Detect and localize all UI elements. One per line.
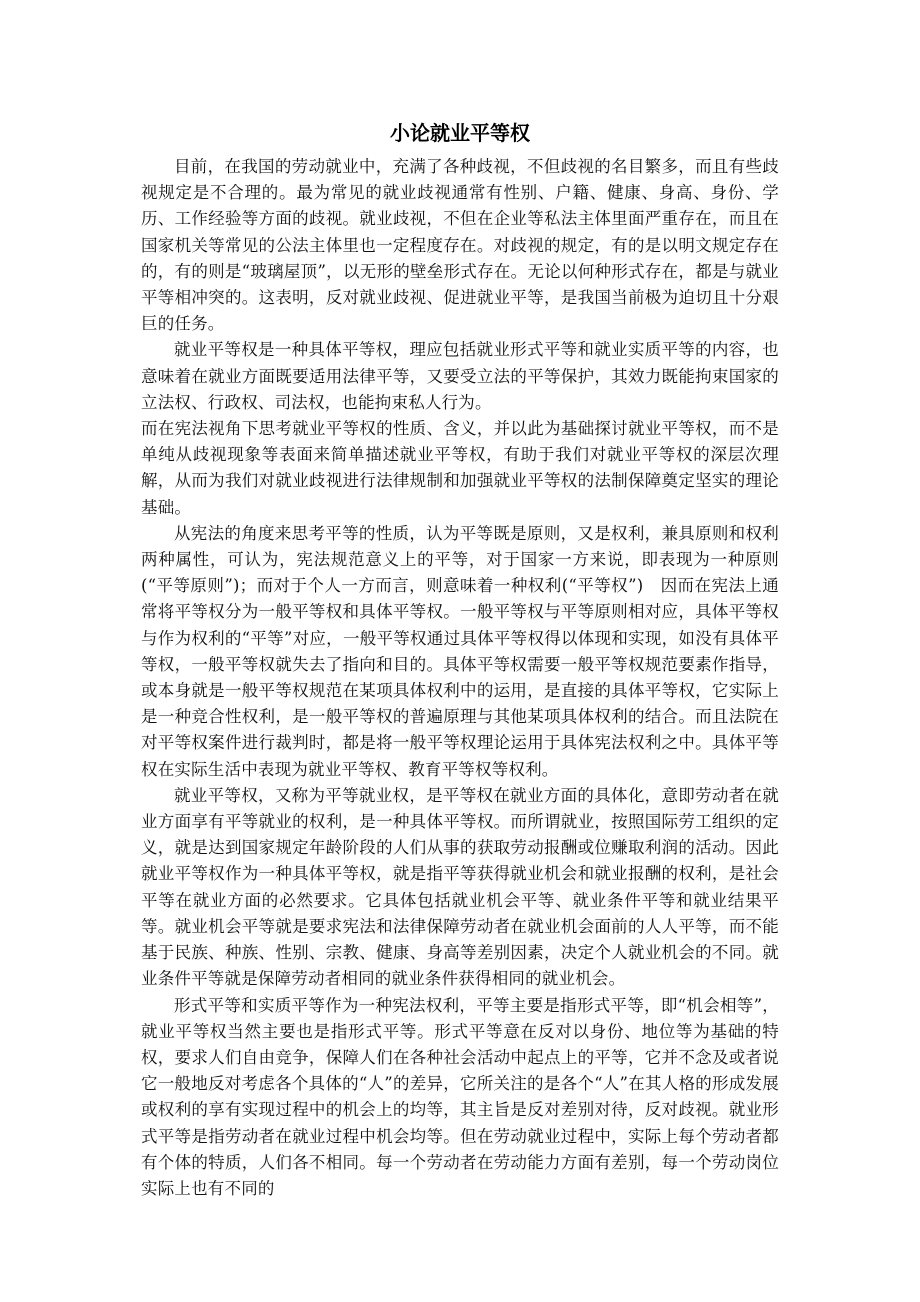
paragraph-definition: 就业平等权是一种具体平等权，理应包括就业形式平等和就业实质平等的内容，也意味着在就业方面既要适用法律平等，又要受立法的平等保护，其效力既能拘束国家的立法权、行政权、司法权，也能拘束私人行为。 xyxy=(141,340,779,412)
document-body xyxy=(141,118,779,1202)
paragraph-equality-nature: 从宪法的角度来思考平等的性质，认为平等既是原则，又是权利，兼具原则和权利两种属性，可认为，宪法规范意义上的平等，对于国家一方来说，即表现为一种原则(“平等原则”)；而对于个人一方而言，则意味着一种权利(“平等权”) 因而在宪法上通常将平等权分为一般平等权和具体平等权。一般平等权与平等原则相对应，具体平等权与作为权利的“平等”对应，一般平等权通过具体平等权得以体现和实现，如没有具体平等权，一般平等权就失去了指向和目的。具体平等权需要一般平等权规范要素作指导，或本身就是一般平等权规范在某项具体权利中的运用，是直接的具体平等权，它实际上是一种竞合性权利，是一般平等权的普遍原理与其他某项具体权利的结合。而且法院在对平等权案件进行裁判时，都是将一般平等权理论运用于具体宪法权利之中。具体平等权在实际生活中表现为就业平等权、教育平等权等权利。 xyxy=(141,523,779,779)
paragraph-formal-substantive: 形式平等和实质平等作为一种宪法权利，平等主要是指形式平等，即“机会相等”，就业平等权当然主要也是指形式平等。形式平等意在反对以身份、地位等为基础的特权，要求人们自由竞争，保障人们在各种社会活动中起点上的平等，它并不念及或者说它一般地反对考虑各个具体的“人”的差异，它所关注的是各个“人”在其人格的形成发展或权利的享有实现过程中的机会上的均等，其主旨是反对差别对待，反对歧视。就业形式平等是指劳动者在就业过程中机会均等。但在劳动就业过程中，实际上每个劳动者都有个体的特质，人们各不相同。每一个劳动者在劳动能力方面有差别，每一个劳动岗位实际上也有不同的 xyxy=(141,995,779,1198)
document-title: 小论就业平等权 xyxy=(390,121,530,145)
paragraph-constitutional-view: 而在宪法视角下思考就业平等权的性质、含义，并以此为基础探讨就业平等权，而不是单纯从歧视现象等表面来简单描述就业平等权，有助于我们对就业平等权的深层次理解，从而为我们对就业歧视进行法律规制和加强就业平等权的法制保障奠定坚实的理论基础。 xyxy=(141,419,779,517)
paragraph-employment-equality: 就业平等权，又称为平等就业权，是平等权在就业方面的具体化，意即劳动者在就业方面享有平等就业的权利，是一种具体平等权。而所谓就业，按照国际劳工组织的定义，就是达到国家规定年龄阶段的人们从事的获取劳动报酬或位赚取利润的活动。因此就业平等权作为一种具体平等权，就是指平等获得就业机会和就业报酬的权利，是社会平等在就业方面的必然要求。它具体包括就业机会平等、就业条件平等和就业结果平等。就业机会平等就是要求宪法和法律保障劳动者在就业机会面前的人人平等，而不能基于民族、种族、性别、宗教、健康、身高等差别因素，决定个人就业机会的不同。就业条件平等就是保障劳动者相同的就业条件获得相同的就业机会。 xyxy=(141,785,779,989)
paragraph-intro: 目前，在我国的劳动就业中，充满了各种歧视，不但歧视的名目繁多，而且有些歧视规定是不合理的。最为常见的就业歧视通常有性别、户籍、健康、身高、身份、学历、工作经验等方面的歧视。就业歧视，不但在企业等私法主体里面严重存在，而且在国家机关等常见的公法主体里也一定程度存在。对歧视的规定，有的是以明文规定存在的，有的则是“玻璃屋顶”，以无形的壁垒形式存在。无论以何种形式存在，都是与就业平等相冲突的。这表明，反对就业歧视、促进就业平等，是我国当前极为迫切且十分艰巨的任务。 xyxy=(141,157,779,334)
